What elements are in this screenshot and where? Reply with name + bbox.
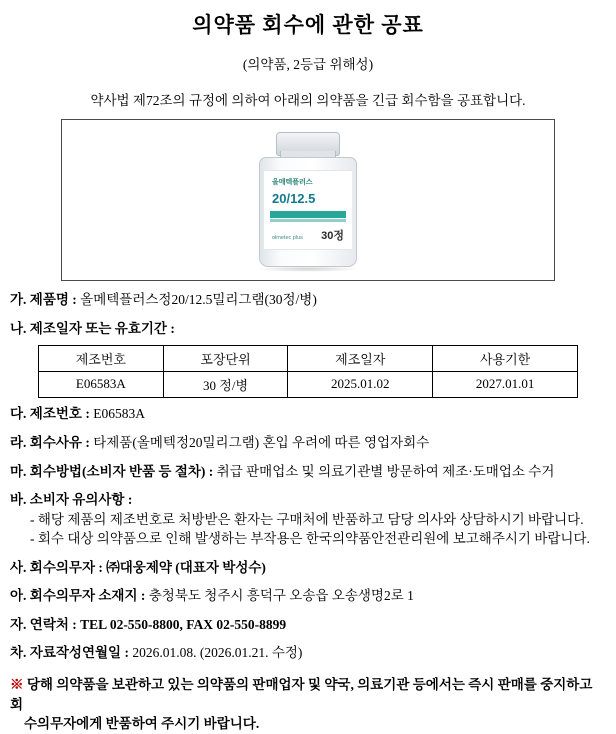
document-subtitle: (의약품, 2등급 위해성)	[242, 57, 374, 73]
table-header-cell: 사용기한	[433, 346, 578, 372]
item-recall-reason	[10, 433, 606, 453]
item-marker: 마.	[10, 463, 27, 479]
item-value: E06583A	[93, 406, 145, 422]
item-label: 회수의무자 소재지 :	[29, 588, 146, 604]
item-manufacture-date-range	[10, 319, 606, 339]
page-title: 의약품 회수에 관한 공표	[192, 13, 424, 37]
item-value: 충청북도 청주시 흥덕구 오송읍 오송생명2로 1	[148, 588, 414, 604]
item-marker: 다.	[10, 406, 27, 422]
item-marker: 바.	[10, 492, 27, 508]
item-value: 타제품(올메텍정20밀리그램) 혼입 우려에 따른 영업자회수	[93, 434, 430, 450]
product-image-frame	[61, 119, 555, 281]
item-label: 회수사유 :	[29, 434, 90, 450]
item-marker: 라.	[10, 434, 27, 450]
footnote-block	[10, 675, 606, 734]
table-header-cell: 포장단위	[163, 346, 288, 372]
item-label: 제조번호 :	[29, 406, 90, 422]
item-marker: 가.	[10, 292, 27, 308]
item-contact	[10, 615, 606, 635]
bottle-shadow	[256, 266, 360, 272]
item-label: 회수의무자 :	[29, 559, 103, 575]
item-marker: 차.	[10, 645, 27, 661]
item-marker: 사.	[10, 559, 27, 575]
item-marker: 나.	[10, 320, 27, 336]
item-recall-responsible-party	[10, 558, 606, 578]
bottle-label-accent-bar	[270, 211, 346, 218]
item-value: ㈜대웅제약 (대표자 박성수)	[106, 559, 266, 575]
item-value: TEL 02-550-8800, FAX 02-550-8899	[80, 616, 287, 632]
item-product-name	[10, 290, 606, 310]
legal-lead-text: 약사법 제72조의 규정에 의하여 아래의 의약품을 긴급 회수함을 공표합니다.	[90, 93, 526, 109]
item-lot-number	[10, 404, 606, 424]
item-responsible-party-address	[10, 586, 606, 606]
item-value: 올메텍플러스정20/12.5밀리그램(30정/병)	[80, 292, 317, 308]
bottle-label-dose: 20/12.5	[272, 191, 316, 207]
bottle-label-count: 30정	[321, 230, 344, 243]
item-label: 제품명 :	[29, 292, 77, 308]
consumer-note-line: - 해당 제품의 제조번호로 처방받은 환자는 구매처에 반품하고 담당 의사와 상담하시기 바랍니다.	[30, 511, 584, 527]
recall-lot-table	[38, 345, 578, 398]
table-header-cell: 제조일자	[288, 346, 433, 372]
item-label: 소비자 유의사항 :	[29, 492, 133, 508]
bottle-label-subtext: olmetec plus	[272, 235, 303, 242]
table-row	[39, 372, 578, 398]
item-label: 제조일자 또는 유효기간 :	[29, 320, 175, 336]
table-cell: 2027.01.01	[433, 372, 578, 398]
item-marker: 아.	[10, 588, 27, 604]
footnote-line-1: 당해 의약품을 보관하고 있는 의약품의 판매업자 및 약국, 의료기관 등에서는 즉시 판매를 중지하고 회	[10, 677, 593, 712]
item-value: 취급 판매업소 및 의료기관별 방문하여 제조·도매업소 수거	[216, 463, 555, 479]
item-label: 회수방법(소비자 반품 등 절차) :	[29, 463, 214, 479]
consumer-note-line: - 회수 대상 의약품으로 인해 발생하는 부작용은 한국의약품안전관리원에 보고해주시기 바랍니다.	[30, 531, 590, 547]
table-header-cell: 제조번호	[39, 346, 164, 372]
product-bottle-illustration	[248, 126, 368, 274]
item-consumer-notice	[10, 490, 606, 510]
footnote-line-2: 수의무자에게 반품하여 주시기 바랍니다.	[24, 716, 260, 732]
item-document-date	[10, 643, 606, 663]
item-recall-method	[10, 462, 606, 482]
item-label: 연락처 :	[29, 616, 77, 632]
item-label: 자료작성연월일 :	[29, 645, 129, 661]
table-cell: E06583A	[39, 372, 164, 398]
item-marker: 자.	[10, 616, 27, 632]
bottle-label	[264, 170, 352, 250]
asterisk-icon: ※	[10, 677, 24, 693]
item-value: 2026.01.08. (2026.01.21. 수정)	[132, 645, 303, 661]
bottle-label-brand: 올메텍플러스	[272, 179, 313, 187]
table-cell: 30 정/병	[163, 372, 288, 398]
table-cell: 2025.01.02	[288, 372, 433, 398]
table-header-row	[39, 346, 578, 372]
bottle-label-accent-bar-secondary	[270, 219, 346, 222]
